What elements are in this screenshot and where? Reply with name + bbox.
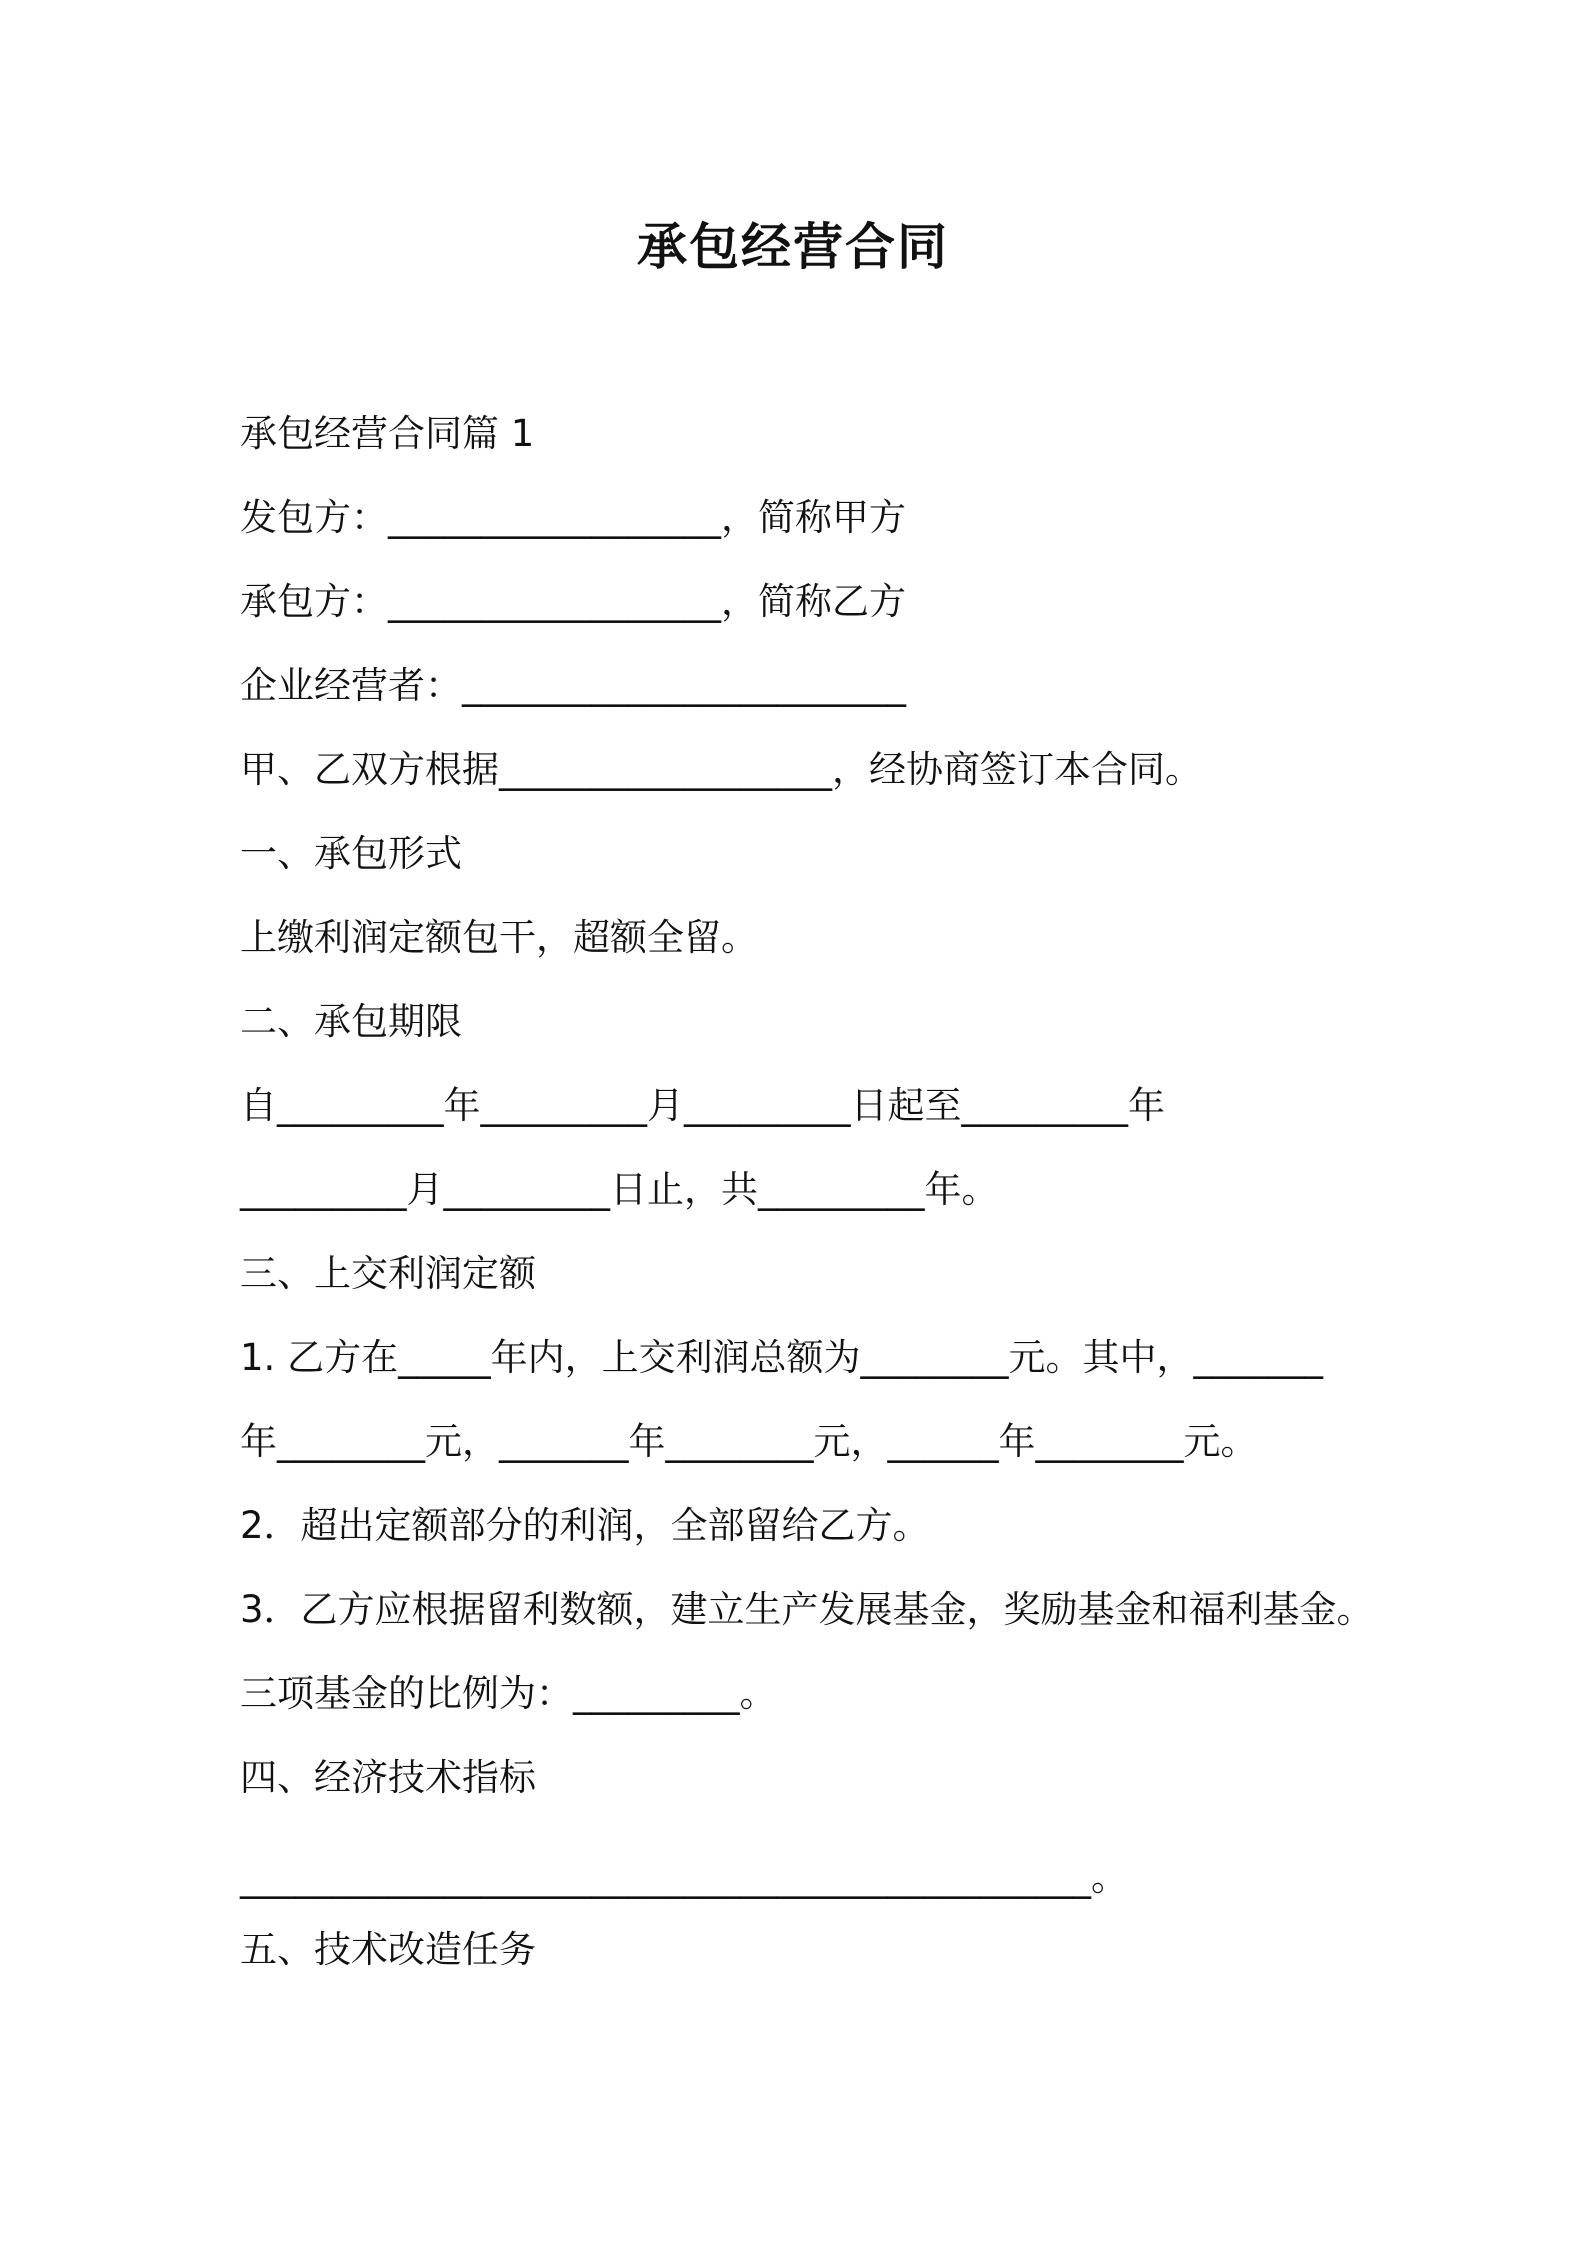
term-line-2: _________月_________日止，共_________年。	[240, 1168, 999, 1211]
profit-quota-line-1: 1. 乙方在_____年内，上交利润总额为________元。其中，_______	[240, 1336, 1324, 1379]
indicators-blank-line: ______________________________________________。	[240, 1856, 1128, 1899]
term-line-1: 自_________年_________月_________日起至_________年	[240, 1084, 1165, 1127]
clause-2-heading: 二、承包期限	[240, 1000, 462, 1043]
section-heading-part-1: 承包经营合同篇 1	[240, 412, 535, 455]
clause-4-heading: 四、经济技术指标	[240, 1756, 536, 1799]
contractor-line: 发包方：__________________，简称甲方	[240, 496, 906, 539]
clause-5-heading: 五、技术改造任务	[240, 1928, 536, 1971]
agreement-basis-line: 甲、乙双方根据__________________，经协商签订本合同。	[240, 748, 1202, 791]
profit-quota-line-2: 年________元，_______年________元，______年________元。	[240, 1420, 1258, 1463]
funds-ratio-line: 三项基金的比例为：_________。	[240, 1672, 777, 1715]
document-title: 承包经营合同	[637, 218, 949, 276]
clause-1-text: 上缴利润定额包干，超额全留。	[240, 916, 758, 959]
funds-line: 3．乙方应根据留利数额，建立生产发展基金，奖励基金和福利基金。	[240, 1588, 1374, 1631]
operator-line: 企业经营者：________________________	[240, 664, 906, 707]
excess-profit-line: 2．超出定额部分的利润，全部留给乙方。	[240, 1504, 930, 1547]
contractee-line: 承包方：__________________，简称乙方	[240, 580, 906, 623]
clause-3-heading: 三、上交利润定额	[240, 1252, 536, 1295]
clause-1-heading: 一、承包形式	[240, 832, 462, 875]
